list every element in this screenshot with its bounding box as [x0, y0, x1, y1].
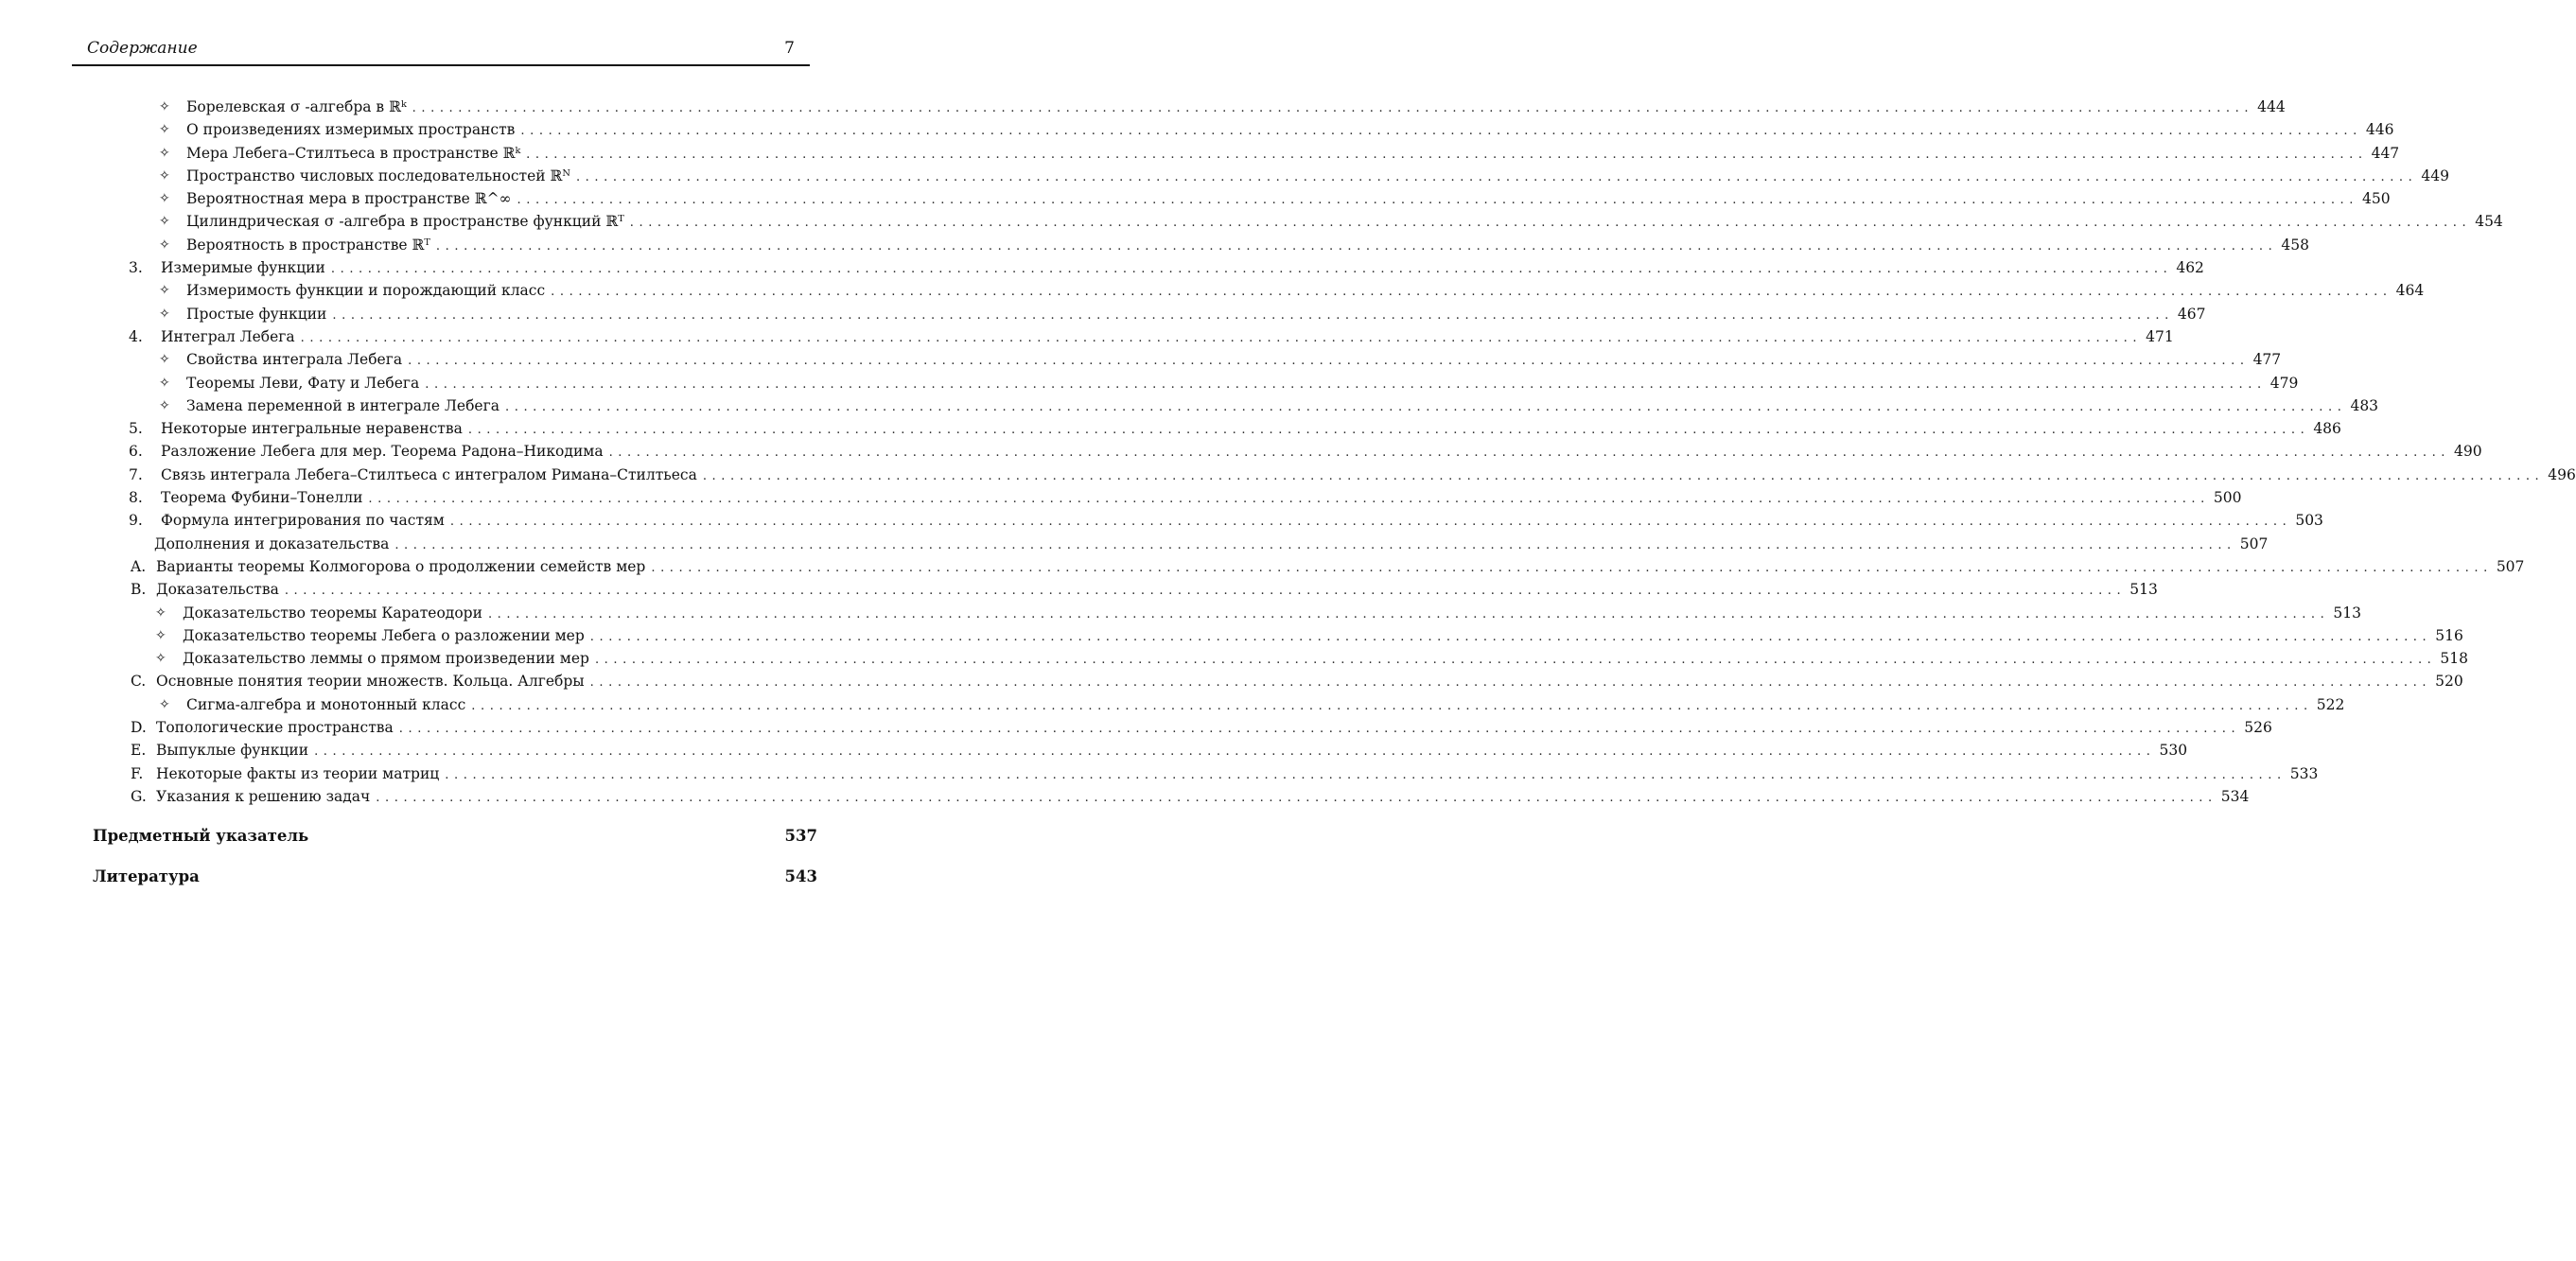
- toc-title: Пространство числовых последовательностей ℝᴺ: [186, 165, 576, 187]
- toc-entry-subject-index[interactable]: [93, 827, 817, 845]
- dot-leader: ........................................................................................................................................................................................................: [408, 354, 2250, 369]
- toc-page: 447: [2371, 144, 2400, 162]
- toc-page: 530: [2159, 742, 2188, 760]
- toc-entry[interactable]: [0, 210, 2503, 233]
- dot-leader: ........................................................................................................................................................................................................: [520, 124, 2362, 139]
- dot-leader: ........................................................................................................................................................................................................: [589, 675, 2432, 691]
- toc-entry[interactable]: [0, 486, 2242, 509]
- toc-entry[interactable]: [0, 739, 2188, 762]
- toc-entry[interactable]: [0, 96, 2286, 118]
- toc-title: Вероятность в пространстве ℝᵀ: [186, 234, 436, 256]
- toc-page: 486: [2313, 420, 2341, 438]
- toc-page: 483: [2350, 396, 2379, 414]
- toc-entry-literature[interactable]: [93, 867, 817, 885]
- toc-entry[interactable]: [0, 464, 2576, 486]
- dot-leader: ........................................................................................................................................................................................................: [412, 101, 2254, 115]
- toc-entry[interactable]: [0, 165, 2449, 187]
- toc-title: Литература: [93, 867, 200, 885]
- toc-entry[interactable]: [0, 279, 2425, 302]
- dot-leader: ........................................................................................................................................................................................................: [594, 653, 2437, 668]
- diamond-bullet-icon: ✧: [155, 627, 166, 643]
- toc-title: Доказательство теоремы Лебега о разложении мер: [183, 624, 590, 647]
- toc-entry[interactable]: [0, 555, 2525, 578]
- toc-entry[interactable]: [0, 693, 2345, 716]
- toc-entry[interactable]: [0, 716, 2272, 739]
- toc-page: 458: [2281, 236, 2309, 254]
- toc-title: Измеримые функции: [161, 256, 331, 279]
- toc-title: Формула интегрирования по частям: [161, 509, 450, 532]
- toc-page: 500: [2213, 489, 2242, 507]
- toc-title: Простые функции: [186, 303, 332, 325]
- toc-entry[interactable]: [0, 762, 2319, 785]
- diamond-bullet-icon: ✧: [155, 604, 166, 621]
- toc-number: E.: [131, 742, 147, 760]
- toc-number: 6.: [129, 443, 143, 461]
- toc-title: Интеграл Лебега: [161, 325, 301, 348]
- toc-title: Цилиндрическая σ -алгебра в пространстве функций ℝᵀ: [186, 210, 630, 233]
- toc-title: Теоремы Леви, Фату и Лебега: [186, 372, 425, 394]
- toc-page: 464: [2395, 282, 2425, 300]
- toc-number: A.: [131, 557, 147, 575]
- toc-page: 477: [2252, 351, 2282, 369]
- toc-page: 467: [2177, 305, 2206, 323]
- toc-entry[interactable]: [0, 602, 2361, 624]
- dot-leader: ........................................................................................................................................................................................................: [449, 515, 2292, 530]
- toc-page: 479: [2269, 374, 2299, 392]
- dot-leader: ........................................................................................................................................................................................................: [526, 147, 2368, 162]
- dot-leader: ........................................................................................................................................................................................................: [467, 423, 2310, 438]
- toc-title: Борелевская σ -алгебра в ℝᵏ: [186, 96, 412, 118]
- diamond-bullet-icon: ✧: [159, 122, 170, 138]
- toc-number: 7.: [129, 465, 143, 483]
- toc-title: Предметный указатель: [93, 827, 309, 845]
- toc-entry[interactable]: [0, 256, 2204, 279]
- toc-number: B.: [131, 581, 147, 599]
- toc-title: О произведениях измеримых пространств: [186, 118, 520, 141]
- toc-page: 446: [2365, 121, 2394, 139]
- dot-leader: ........................................................................................................................................................................................................: [314, 744, 2156, 760]
- toc-page: 516: [2435, 626, 2463, 644]
- dot-leader: ........................................................................................................................................................................................................: [398, 722, 2241, 737]
- toc-title: Вероятностная мера в пространстве ℝ^∞: [186, 187, 517, 210]
- diamond-bullet-icon: ✧: [159, 306, 170, 322]
- toc-entry[interactable]: [0, 440, 2482, 463]
- toc-page: 449: [2421, 166, 2449, 184]
- toc-number: 5.: [129, 420, 143, 438]
- toc-title: Доказательство теоремы Каратеодори: [183, 602, 488, 624]
- dot-leader: ........................................................................................................................................................................................................: [330, 262, 2173, 277]
- diamond-bullet-icon: ✧: [155, 651, 166, 667]
- dot-leader: ........................................................................................................................................................................................................: [471, 698, 2313, 713]
- diamond-bullet-icon: ✧: [159, 397, 170, 413]
- toc-entry[interactable]: [0, 785, 2250, 808]
- diamond-bullet-icon: ✧: [159, 283, 170, 299]
- dot-leader: ........................................................................................................................................................................................................: [376, 790, 2217, 805]
- diamond-bullet-icon: ✧: [159, 191, 170, 207]
- toc-page: 537: [784, 827, 817, 845]
- toc-page: 520: [2435, 673, 2463, 691]
- toc-number: 3.: [129, 259, 143, 277]
- toc-entry[interactable]: [0, 325, 2174, 348]
- toc-page: 513: [2333, 604, 2361, 622]
- toc-title: Замена переменной в интеграле Лебега: [186, 394, 505, 417]
- toc-entry[interactable]: [0, 348, 2282, 371]
- dot-leader: ........................................................................................................................................................................................................: [284, 584, 2127, 599]
- diamond-bullet-icon: ✧: [159, 214, 170, 230]
- toc-number: 4.: [129, 327, 143, 345]
- toc-title: Доказательства: [156, 578, 285, 601]
- toc-title: Теорема Фубини–Тонелли: [161, 486, 368, 509]
- dot-leader: ........................................................................................................................................................................................................: [332, 307, 2174, 323]
- toc-title: Топологические пространства: [156, 716, 399, 739]
- toc-title: Свойства интеграла Лебега: [186, 348, 408, 371]
- toc-number: F.: [131, 764, 144, 782]
- diamond-bullet-icon: ✧: [159, 375, 170, 391]
- toc-entry[interactable]: [0, 394, 2379, 417]
- toc-page: 503: [2295, 512, 2323, 530]
- page-number: 7: [784, 39, 795, 58]
- toc-page: 513: [2129, 581, 2158, 599]
- toc-entry[interactable]: [0, 142, 2400, 165]
- dot-leader: ........................................................................................................................................................................................................: [608, 446, 2451, 461]
- toc-entry[interactable]: [0, 417, 2341, 440]
- toc-entry[interactable]: [0, 647, 2469, 670]
- toc-number: C.: [131, 673, 147, 691]
- toc-page: 533: [2289, 764, 2319, 782]
- diamond-bullet-icon: ✧: [159, 167, 170, 184]
- dot-leader: ........................................................................................................................................................................................................: [394, 537, 2236, 552]
- toc-number: G.: [131, 787, 147, 805]
- toc-page: 507: [2496, 557, 2525, 575]
- toc-title: Связь интеграла Лебега–Стилтьеса с интегралом Римана–Стилтьеса: [161, 464, 703, 486]
- dot-leader: ........................................................................................................................................................................................................: [629, 216, 2472, 231]
- toc-page: 454: [2475, 213, 2503, 231]
- toc-title: Варианты теоремы Колмогорова о продолжении семейств мер: [156, 555, 651, 578]
- toc-page: 543: [784, 867, 817, 885]
- toc-title: Измеримость функции и порождающий класс: [186, 279, 551, 302]
- toc-page: 444: [2257, 98, 2286, 115]
- dot-leader: ........................................................................................................................................................................................................: [300, 330, 2143, 345]
- toc-page: 518: [2440, 650, 2469, 668]
- diamond-bullet-icon: ✧: [159, 236, 170, 253]
- diamond-bullet-icon: ✧: [159, 352, 170, 368]
- toc-title: Указания к решению задач: [156, 785, 376, 808]
- toc-page: 507: [2239, 534, 2269, 552]
- toc-title: Некоторые интегральные неравенства: [161, 417, 468, 440]
- toc-page: 496: [2548, 465, 2576, 483]
- toc-number: 8.: [129, 489, 143, 507]
- toc-entry[interactable]: [0, 372, 2299, 394]
- page-header: [72, 36, 810, 66]
- dot-leader: ........................................................................................................................................................................................................: [589, 629, 2432, 644]
- toc-number: D.: [131, 719, 147, 737]
- dot-leader: ........................................................................................................................................................................................................: [368, 492, 2210, 507]
- toc-entry[interactable]: [0, 187, 2391, 210]
- dot-leader: ........................................................................................................................................................................................................: [517, 193, 2359, 208]
- dot-leader: ........................................................................................................................................................................................................: [575, 169, 2418, 184]
- table-of-contents: [0, 96, 2576, 808]
- toc-title: Доказательство леммы о прямом произведении мер: [183, 647, 595, 670]
- running-head: Содержание: [87, 39, 198, 58]
- toc-page: 522: [2316, 695, 2345, 713]
- toc-entry[interactable]: [0, 624, 2463, 647]
- toc-page: 471: [2146, 327, 2174, 345]
- diamond-bullet-icon: ✧: [159, 145, 170, 161]
- toc-entry[interactable]: [0, 533, 2269, 555]
- toc-number: 9.: [129, 512, 143, 530]
- diamond-bullet-icon: ✧: [159, 696, 170, 712]
- dot-leader: ........................................................................................................................................................................................................: [651, 560, 2493, 575]
- dot-leader: ........................................................................................................................................................................................................: [504, 399, 2347, 414]
- toc-title: Мера Лебега–Стилтьеса в пространстве ℝᵏ: [186, 142, 526, 165]
- toc-page: 526: [2244, 719, 2272, 737]
- toc-entry[interactable]: [0, 303, 2206, 325]
- toc-title: Разложение Лебега для мер. Теорема Радона–Никодима: [161, 440, 609, 463]
- toc-title: Сигма-алгебра и монотонный класс: [186, 693, 471, 716]
- toc-entry[interactable]: [0, 578, 2158, 601]
- toc-title: Выпуклые функции: [156, 739, 314, 762]
- dot-leader: ........................................................................................................................................................................................................: [487, 606, 2330, 622]
- toc-entry[interactable]: [0, 234, 2309, 256]
- toc-title: Основные понятия теории множеств. Кольца. Алгебры: [156, 670, 590, 692]
- diamond-bullet-icon: ✧: [159, 99, 170, 114]
- toc-page: 490: [2454, 443, 2482, 461]
- toc-title: Дополнения и доказательства: [154, 533, 394, 555]
- dot-leader: ........................................................................................................................................................................................................: [445, 767, 2287, 782]
- dot-leader: ........................................................................................................................................................................................................: [702, 468, 2545, 483]
- toc-entry[interactable]: [0, 670, 2463, 692]
- dot-leader: ........................................................................................................................................................................................................: [435, 238, 2278, 254]
- toc-page: 450: [2362, 190, 2391, 208]
- toc-entry[interactable]: [0, 118, 2394, 141]
- dot-leader: ........................................................................................................................................................................................................: [425, 377, 2267, 392]
- toc-title: Некоторые факты из теории матриц: [156, 762, 445, 785]
- dot-leader: ........................................................................................................................................................................................................: [551, 285, 2392, 300]
- toc-entry[interactable]: [0, 509, 2323, 532]
- toc-page: 462: [2176, 259, 2204, 277]
- toc-page: 534: [2220, 787, 2250, 805]
